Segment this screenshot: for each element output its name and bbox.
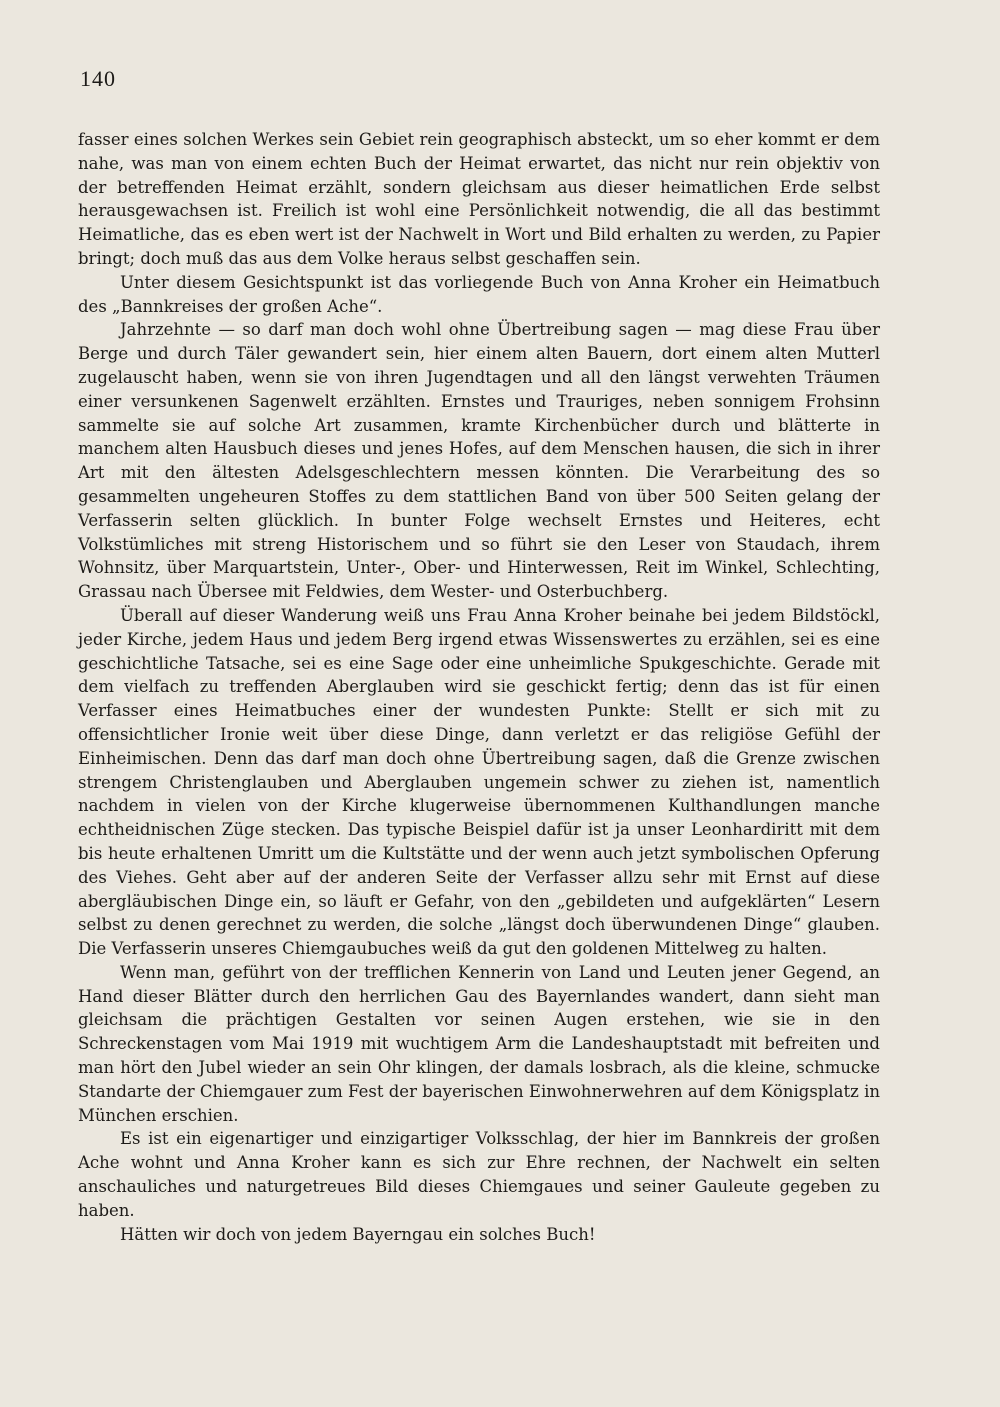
- page-number: 140: [80, 66, 116, 91]
- paragraph: Es ist ein eigenartiger und einzigartiger Volksschlag, der hier im Bannkreis der großen Ache wohnt und Anna Kroher kann es sich zur Ehre rechnen, der Nachwelt ein selten anschauliches und naturgetreues Bild dieses Chiemgaues und seiner Gauleute gegeben zu haben.: [78, 1129, 880, 1220]
- paragraph: Überall auf dieser Wanderung weiß uns Frau Anna Kroher beinahe bei jedem Bildstöckl, jeder Kirche, jedem Haus und jedem Berg irgend etwas Wissenswertes zu erzählen, sei es eine geschichtliche Tatsache, sei es eine Sage oder eine unheimliche Spukgeschichte. Gerade mit dem vielfach zu treffenden Aberglauben wird sie geschickt fertig; denn das ist für einen Verfasser eines Heimatbuches einer der wundesten Punkte: Stellt er sich mit zu offensichtlicher Ironie weit über diese Dinge, dann verletzt er das religiöse Gefühl der Einheimischen. Denn das darf man doch ohne Übertreibung sagen, daß die Grenze zwischen strengem Christenglauben und Aberglauben ungemein schwer zu ziehen ist, namentlich nachdem in vielen von der Kirche klugerweise übernommenen Kulthandlungen manche echtheidnischen Züge stecken. Das typische Beispiel dafür ist ja unser Leonhardiritt mit dem bis heute erhaltenen Umritt um die Kultstätte und der wenn auch jetzt symbolischen Opferung des Viehes. Geht aber auf der anderen Seite der Verfasser allzu sehr mit Ernst auf diese abergläubischen Dinge ein, so läuft er Gefahr, von den „gebildeten und aufgeklärten“ Lesern selbst zu denen gerechnet zu werden, die solche „längst doch überwundenen Dinge“ glauben. Die Verfasserin unseres Chiemgaubuches weiß da gut den goldenen Mittelweg zu halten.: [78, 605, 880, 959]
- paragraph-closing: Hätten wir doch von jedem Bayerngau ein solches Buch!: [120, 1224, 596, 1244]
- paragraph: Unter diesem Gesichtspunkt ist das vorliegende Buch von Anna Kroher ein Heimatbuch des „Bannkreises der großen Ache“.: [78, 272, 880, 316]
- body-text: [78, 128, 880, 1246]
- paragraph-continuation: fasser eines solchen Werkes sein Gebiet rein geographisch absteckt, um so eher kommt er dem nahe, was man von einem echten Buch der Heimat erwartet, das nicht nur rein objektiv von der betreffenden Heimat erzählt, sondern gleichsam aus dieser heimatlichen Erde selbst herausgewachsen ist. Freilich ist wohl eine Persönlichkeit notwendig, die all das bestimmt Heimatliche, das es eben wert ist der Nachwelt in Wort und Bild erhalten zu werden, zu Papier bringt; doch muß das aus dem Volke heraus selbst geschaffen sein.: [78, 130, 880, 268]
- paragraph: Jahrzehnte — so darf man doch wohl ohne Übertreibung sagen — mag diese Frau über Berge und durch Täler gewandert sein, hier einem alten Bauern, dort einem alten Mutterl zugelauscht haben, wenn sie von ihren Jugendtagen und all den längst verwehten Träumen einer versunkenen Sagenwelt erzählten. Ernstes und Trauriges, neben sonnigem Frohsinn sammelte sie auf solche Art zusammen, kramte Kirchenbücher durch und blätterte in manchem alten Hausbuch dieses und jenes Hofes, auf dem Menschen hausen, die sich in ihrer Art mit den ältesten Adelsgeschlechtern messen könnten. Die Verarbeitung des so gesammelten ungeheuren Stoffes zu dem stattlichen Band von über 500 Seiten gelang der Verfasserin selten glücklich. In bunter Folge wechselt Ernstes und Heiteres, echt Volkstümliches mit streng Historischem und so führt sie den Leser von Staudach, ihrem Wohnsitz, über Marquartstein, Unter-, Ober- und Hinterwessen, Reit im Winkel, Schlechting, Grassau nach Übersee mit Feldwies, dem Wester- und Osterbuchberg.: [78, 320, 880, 602]
- paragraph: Wenn man, geführt von der trefflichen Kennerin von Land und Leuten jener Gegend, an Hand dieser Blätter durch den herrlichen Gau des Bayernlandes wandert, dann sieht man gleichsam die prächtigen Gestalten vor seinen Augen erstehen, wie sie in den Schreckenstagen vom Mai 1919 mit wuchtigem Arm die Landeshauptstadt mit befreiten und man hört den Jubel wieder an sein Ohr klingen, der damals losbrach, als die kleine, schmucke Standarte der Chiemgauer zum Fest der bayerischen Einwohnerwehren auf dem Königsplatz in München erschien.: [78, 962, 880, 1125]
